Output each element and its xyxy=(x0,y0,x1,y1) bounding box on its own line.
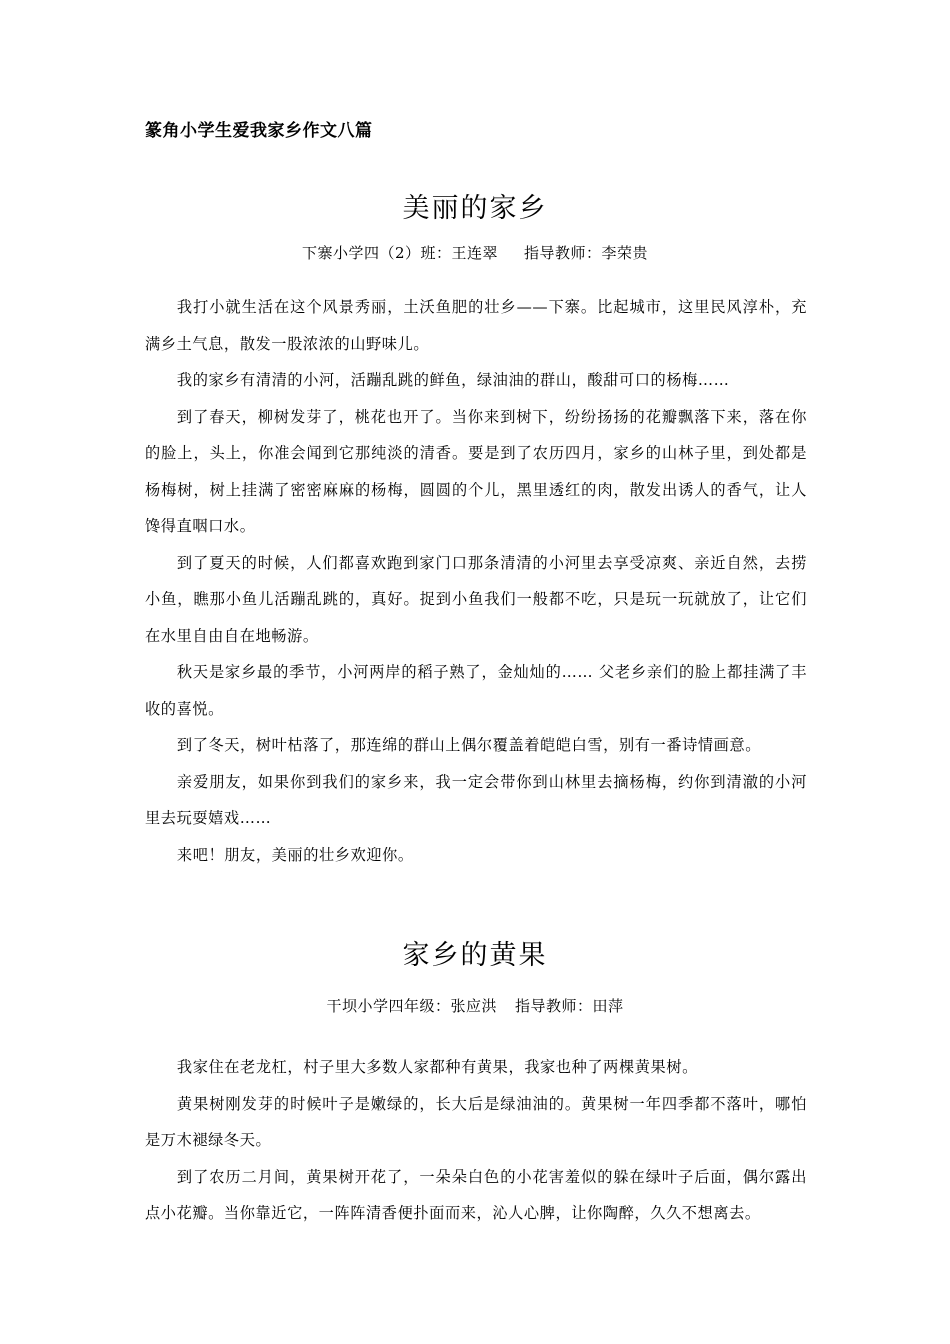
paragraph: 我打小就生活在这个风景秀丽，土沃鱼肥的壮乡——下寨。比起城市，这里民风淳朴，充满乡土气息，散发一股浓浓的山野味儿。 xyxy=(145,298,807,353)
paragraph: 秋天是家乡最的季节，小河两岸的稻子熟了，金灿灿的…… 父老乡亲们的脸上都挂满了丰收的喜悦。 xyxy=(145,663,807,718)
teacher-line: 指导教师：田萍 xyxy=(515,997,624,1015)
essay-title: 美丽的家乡 xyxy=(402,193,548,224)
essay-body xyxy=(145,289,807,873)
teacher-line: 指导教师：李荣贵 xyxy=(524,244,649,262)
document-header: 篆角小学生爱我家乡作文八篇 xyxy=(145,121,373,141)
paragraph: 我家住在老龙杠，村子里大多数人家都种有黄果，我家也种了两棵黄果树。 xyxy=(176,1058,698,1076)
paragraph: 到了冬天，树叶枯落了，那连绵的群山上偶尔覆盖着皑皑白雪，别有一番诗情画意。 xyxy=(176,736,762,754)
paragraph: 到了春天，柳树发芽了，桃花也开了。当你来到树下，纷纷扬扬的花瓣飘落下来，落在你的脸上，头上，你准会闻到它那纯淡的清香。要是到了农历四月，家乡的山林子里，到处都是杨梅树，树上挂满了密密麻麻的杨梅，圆圆的个儿，黑里透红的肉，散发出诱人的香气，让人馋得直咽口水。 xyxy=(145,407,807,535)
paragraph: 我的家乡有清清的小河，活蹦乱跳的鲜鱼，绿油油的群山，酸甜可口的杨梅…… xyxy=(176,371,730,389)
paragraph: 来吧！朋友，美丽的壮乡欢迎你。 xyxy=(176,845,414,864)
paragraph: 亲爱朋友，如果你到我们的家乡来，我一定会带你到山林里去摘杨梅，约你到清澈的小河里去玩耍嬉戏…… xyxy=(145,772,807,827)
author-line: 干坝小学四年级：张应洪 xyxy=(326,997,497,1015)
paragraph: 黄果树刚发芽的时候叶子是嫩绿的，长大后是绿油油的。黄果树一年四季都不落叶，哪怕是万木褪绿冬天。 xyxy=(145,1094,807,1149)
author-line: 下寨小学四（2）班：王连翠 xyxy=(301,244,499,262)
paragraph: 到了夏天的时候，人们都喜欢跑到家门口那条清清的小河里去享受凉爽、亲近自然，去捞小鱼，瞧那小鱼儿活蹦乱跳的，真好。捉到小鱼我们一般都不吃，只是玩一玩就放了，让它们在水里自由自在地畅游。 xyxy=(145,553,807,645)
essay-byline xyxy=(145,995,805,1016)
essay-byline xyxy=(145,242,805,263)
paragraph: 到了农历二月间，黄果树开花了，一朵朵白色的小花害羞似的躲在绿叶子后面，偶尔露出点小花瓣。当你靠近它，一阵阵清香便扑面而来，沁人心脾，让你陶醉，久久不想离去。 xyxy=(145,1167,807,1222)
essay-body xyxy=(145,1049,807,1232)
essay-title: 家乡的黄果 xyxy=(402,940,548,971)
